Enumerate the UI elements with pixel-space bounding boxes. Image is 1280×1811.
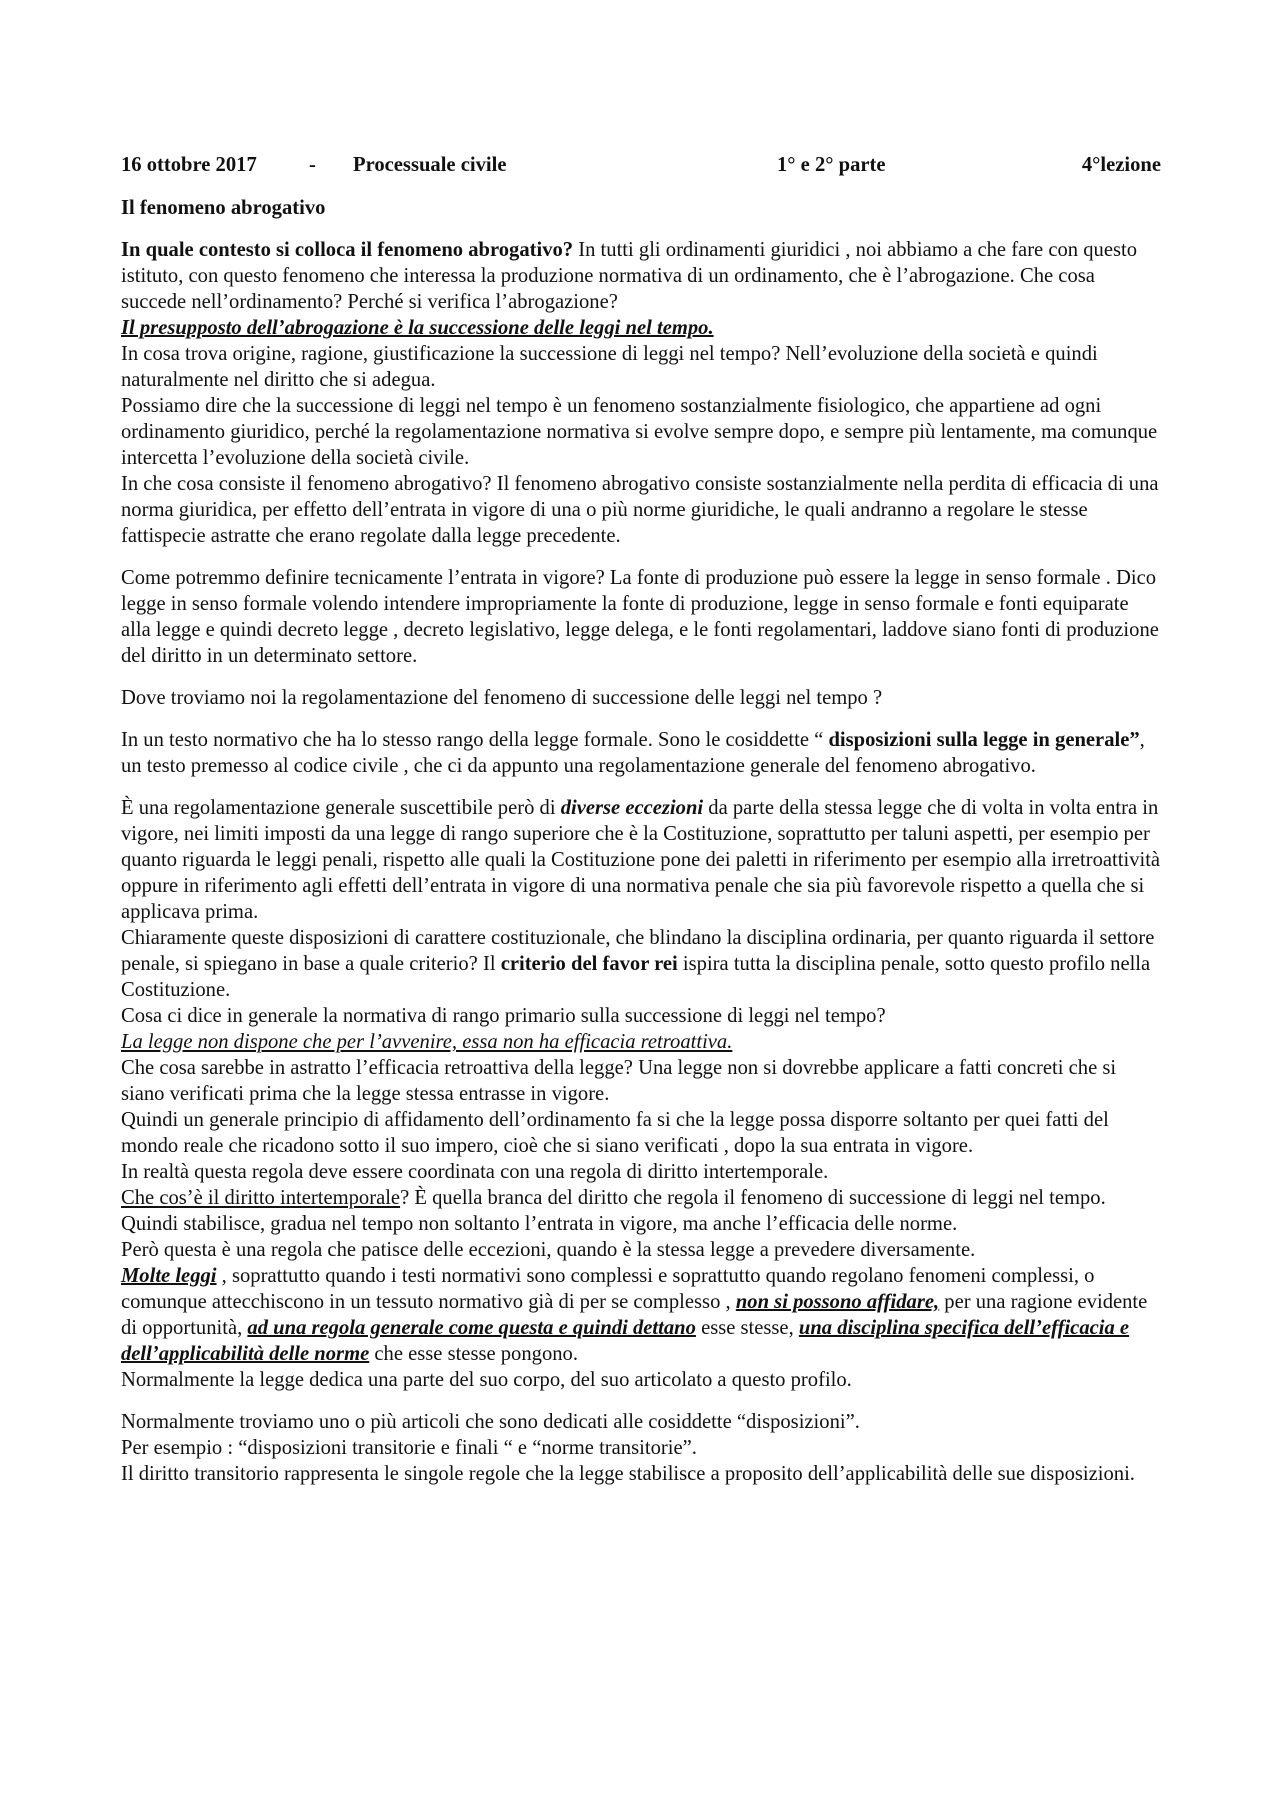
paragraph-non-retroactivity: La legge non dispone che per l’avvenire, essa non ha efficacia retroattiva.: [121, 1031, 733, 1053]
paragraph-reliance-principle: Quindi un generale principio di affidamento dell’ordinamento fa si che la legge possa disporre soltanto per quei fatti del mondo reale che ricadono sotto il suo impero, cioè che si siano verificati , dopo la sua entrata in vigore.: [121, 1109, 1109, 1157]
document-title: Il fenomeno abrogativo: [121, 197, 326, 219]
paragraph-intertemporal-law: Che cos’è il diritto intertemporale? È quella branca del diritto che regola il fenomeno di successione di leggi nel tempo. Quindi stabilisce, gradua nel tempo non soltanto l’entrata in vigore, ma anche l’efficacia delle norme.: [121, 1187, 1106, 1235]
paragraph-intertemporal-rule: In realtà questa regola deve essere coordinata con una regola di diritto intertemporale.: [121, 1161, 829, 1183]
paragraph-retroactive-efficacy: Che cosa sarebbe in astratto l’efficacia retroattiva della legge? Una legge non si dovrebbe applicare a fatti concreti che si siano verificati prima che la legge stessa entrasse in vigore.: [121, 1057, 1117, 1105]
paragraph-origin: In cosa trova origine, ragione, giustificazione la successione di leggi nel tempo? Nell’evoluzione della società e quindi naturalmente nel diritto che si adegua.: [121, 343, 1098, 391]
paragraph-transitional-law: Il diritto transitorio rappresenta le singole regole che la legge stabilisce a proposito dell’applicabilità delle sue disposizioni.: [121, 1463, 1135, 1485]
paragraph-many-laws: Molte leggi , soprattutto quando i testi normativi sono complessi e soprattutto quando regolano fenomeni complessi, o comunque attecchiscono in un tessuto normativo già di per se complesso , non si possono affidare, per una ragione evidente di opportunità, ad una regola generale come questa e quindi dettano esse stesse, una disciplina specifica dell’efficacia e dell’applicabilità delle norme che esse stesse pongono.: [121, 1265, 1148, 1365]
paragraph-definition: In che cosa consiste il fenomeno abrogativo? Il fenomeno abrogativo consiste sostanzialmente nella perdita di efficacia di una norma giuridica, per effetto dell’entrata in vigore di una o più norme giuridiche, le quali andranno a regolare le stesse fattispecie astratte che erano regolate dalla legge precedente.: [121, 473, 1159, 547]
lesson-header: [121, 150, 1161, 180]
paragraph-primary-rule-question: Cosa ci dice in generale la normativa di rango primario sulla successione di leggi nel tempo?: [121, 1005, 886, 1027]
paragraph-premise: Il presupposto dell’abrogazione è la successione delle leggi nel tempo.: [121, 317, 714, 339]
paragraph-entry-into-force: Come potremmo definire tecnicamente l’entrata in vigore? La fonte di produzione può essere la legge in senso formale . Dico legge in senso formale volendo intendere impropriamente la fonte di produzione, legge in senso formale e fonti equiparate alla legge e quindi decreto legge , decreto legislativo, legge delega, e le fonti regolamentari, laddove siano fonti di produzione del diritto in un determinato settore.: [121, 567, 1159, 667]
paragraph-where: Dove troviamo noi la regolamentazione del fenomeno di successione delle leggi nel tempo ?: [121, 687, 883, 709]
paragraph-articles: Normalmente troviamo uno o più articoli che sono dedicati alle cosiddette “disposizioni”.: [121, 1411, 860, 1433]
lesson-number: 4°lezione: [1081, 154, 1161, 176]
document-page: [121, 150, 1161, 1487]
header-separator: -: [309, 154, 316, 176]
lesson-subject: Processuale civile: [353, 154, 507, 176]
lesson-date: 16 ottobre 2017: [121, 154, 257, 176]
paragraph-example: Per esempio : “disposizioni transitorie e finali “ e “norme transitorie”.: [121, 1437, 697, 1459]
question-bold: In quale contesto si colloca il fenomeno abrogativo?: [121, 239, 574, 261]
paragraph-general-provisions: In un testo normativo che ha lo stesso rango della legge formale. Sono le cosiddette “ disposizioni sulla legge in generale”, un testo premesso al codice civile , che ci da appunto una regolamentazione generale del fenomeno abrogativo.: [121, 729, 1145, 777]
paragraph-law-body: Normalmente la legge dedica una parte del suo corpo, del suo articolato a questo profilo.: [121, 1369, 852, 1391]
paragraph-physiological: Possiamo dire che la successione di leggi nel tempo è un fenomeno sostanzialmente fisiologico, che appartiene ad ogni ordinamento giuridico, perché la regolamentazione normativa si evolve sempre dopo, e sempre più lentamente, ma comunque intercetta l’evoluzione della società civile.: [121, 395, 1158, 469]
paragraph-favor-rei: Chiaramente queste disposizioni di carattere costituzionale, che blindano la disciplina ordinaria, per quanto riguarda il settore penale, si spiegano in base a quale criterio? Il criterio del favor rei ispira tutta la disciplina penale, sotto questo profilo nella Costituzione.: [121, 927, 1155, 1001]
lesson-parts: 1° e 2° parte: [777, 154, 886, 176]
paragraph-context: In quale contesto si colloca il fenomeno abrogativo? In tutti gli ordinamenti giuridici , noi abbiamo a che fare con questo istituto, con questo fenomeno che interessa la produzione normativa di un ordinamento, che è l’abrogazione. Che cosa succede nell’ordinamento? Perché si verifica l’abrogazione?: [121, 239, 1137, 313]
paragraph-rule-exceptions: Però questa è una regola che patisce delle eccezioni, quando è la stessa legge a prevedere diversamente.: [121, 1239, 976, 1261]
paragraph-exceptions: È una regolamentazione generale suscettibile però di diverse eccezioni da parte della stessa legge che di volta in volta entra in vigore, nei limiti imposti da una legge di rango superiore che è la Costituzione, soprattutto per taluni aspetti, per esempio per quanto riguarda le leggi penali, rispetto alle quali la Costituzione pone dei paletti in riferimento per esempio alla irretroattività oppure in riferimento agli effetti dell’entrata in vigore di una normativa penale che sia più favorevole rispetto a quella che si applicava prima.: [121, 797, 1161, 923]
